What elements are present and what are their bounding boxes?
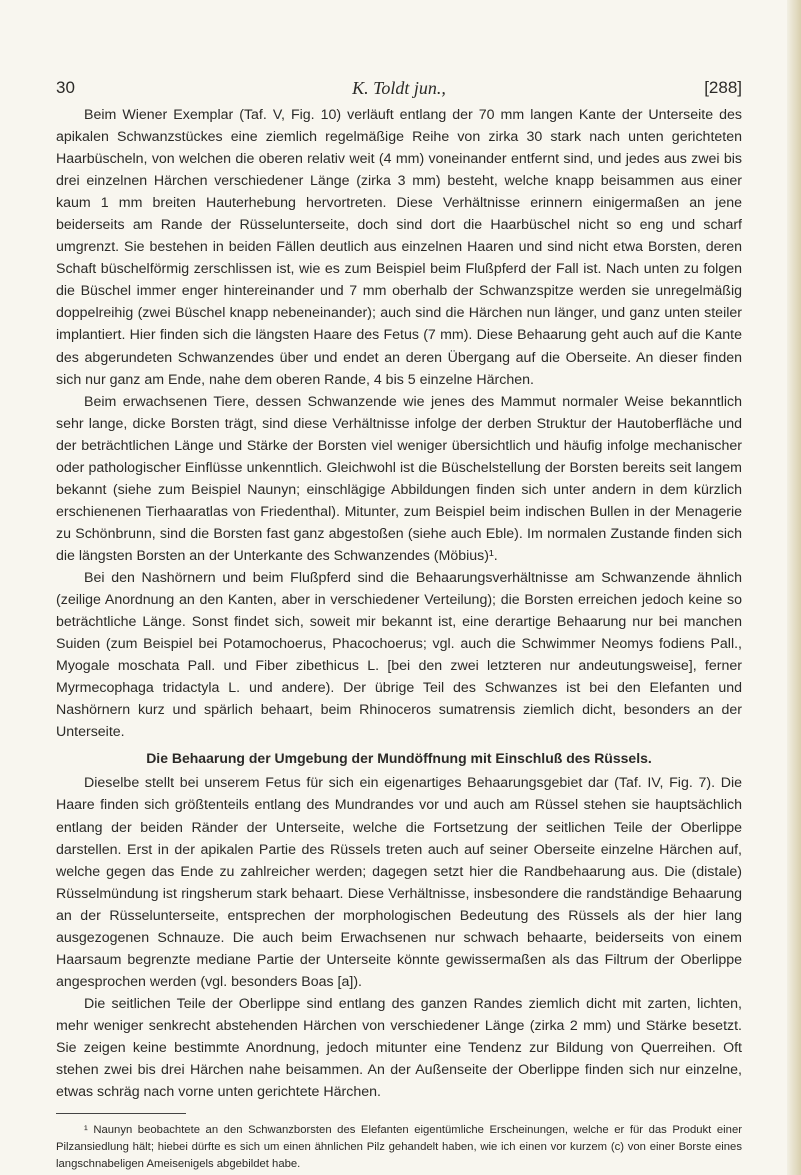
bracket-page-number: [288] bbox=[704, 78, 742, 97]
footnotes bbox=[56, 1122, 742, 1173]
page-edge bbox=[787, 0, 801, 1175]
running-head: K. Toldt jun., bbox=[352, 78, 446, 98]
paragraph: Beim erwachsenen Tiere, dessen Schwanzende wie jenes des Mammut normaler Weise bekanntlich sehr lange, dicke Borsten trägt, sind diese Verhältnisse infolge der derben Struktur der Hautoberfläche und der beträchtlichen Länge und Stärke der Borsten viel weniger übersichtlich und häufig infolge mechanischer oder pathologischer Einflüsse unkenntlich. Gleichwohl ist die Büschelstellung der Borsten bereits seit langem bekannt (siehe zum Beispiel Naunyn; einschlägige Abbildungen finden sich unter andern in dem kürzlich erschienenen Tierhaaratlas von Friedenthal). Mitunter, zum Beispiel beim indischen Bullen in der Menagerie zu Schönbrunn, sind die Borsten fast ganz abgestoßen (siehe auch Eble). Im normalen Zustande finden sich die längsten Borsten an der Unterkante des Schwanzendes (Möbius)¹. bbox=[56, 393, 742, 564]
paragraph: Die seitlichen Teile der Oberlippe sind entlang des ganzen Randes ziemlich dicht mit zarten, lichten, mehr weniger senkrecht abstehenden Härchen von verschiedener Länge (zirka 2 mm) und Stärke besetzt. Sie zeigen keine bestimmte Anordnung, jedoch mitunter eine Tendenz zur Bildung von Querreihen. Oft stehen zwei bis drei Härchen nahe beisammen. An der Außenseite der Oberlippe finden sich nur einzelne, etwas schräg nach vorne unten gerichtete Härchen. bbox=[56, 995, 742, 1101]
paragraph: Bei den Nashörnern und beim Flußpferd sind die Behaarungsverhältnisse am Schwanzende ähnlich (zeilige Anordnung an den Kanten, aber in verschiedener Verteilung); die Borsten erreichen jedoch keine so beträchtliche Länge. Sonst findet sich, soweit mir bekannt ist, eine derartige Behaarung nur bei manchen Suiden (zum Beispiel bei Potamochoerus, Phacochoerus; vgl. auch die Schwimmer Neomys fodiens Pall., Myogale moschata Pall. und Fiber zibethicus L. [bei den zwei letzteren nur andeutungsweise], ferner Myrmecophaga tridactyla L. und andere). Der übrige Teil des Schwanzes ist bei den Elefanten und Nashörnern kurz und spärlich behaart, beim Rhinoceros sumatrensis ziemlich dicht, besonders an der Unterseite. bbox=[56, 569, 742, 741]
page-body bbox=[56, 104, 742, 1173]
paragraph: Dieselbe stellt bei unserem Fetus für sich ein eigenartiges Behaarungsgebiet dar (Taf. IV, Fig. 7). Die Haare finden sich größtenteils entlang des Mundrandes vor und auch am Rüssel stehen sie hauptsächlich entlang der beiden Ränder der Unterseite, welche die Fortsetzung der seitlichen Teile der Oberlippe darstellen. Erst in der apikalen Partie des Rüssels treten auch auf seiner Oberseite einzelne Härchen auf, welche gegen das Ende zu zahlreicher werden; dagegen setzt hier die Randbehaarung aus. Die (distale) Rüsselmündung ist ringsherum stark behaart. Diese Verhältnisse, insbesondere die randständige Behaarung an der Rüsselunterseite, entsprechen der morphologischen Bedeutung des Rüssels als der hier lang ausgezogenen Schnauze. Die auch beim Erwachsenen nur schwach behaarte, beiderseits von einem Haarsaum begrenzte mediane Partie der Unterseite könnte gewissermaßen als das Filtrum der Oberlippe angesprochen werden (vgl. besonders Boas [a]). bbox=[56, 775, 742, 990]
page-header bbox=[56, 78, 742, 102]
page-number: 30 bbox=[56, 78, 75, 97]
footnote: ¹ Naunyn beobachtete an den Schwanzborsten des Elefanten eigentümliche Erscheinungen, welche er für das Produkt einer Pilzansiedlung hält; hiebei dürfte es sich um einen ähnlichen Pilz gehandelt haben, wie ich einen vor kurzem (c) von einer Borste eines langschnabeligen Ameisenigels abgebildet habe. bbox=[56, 1124, 742, 1171]
paragraph: Beim Wiener Exemplar (Taf. V, Fig. 10) verläuft entlang der 70 mm langen Kante der Unterseite des apikalen Schwanzstückes eine ziemlich regelmäßige Reihe von zirka 30 stark nach unten gerichteten Haarbüscheln, von welchen die oberen relativ weit (4 mm) voneinander entfernt sind, und jedes aus zwei bis drei einzelnen Härchen verschiedener Länge (zirka 3 mm) besteht, welche knapp beisammen aus einer kaum 1 mm breiten Hauterhebung hervortreten. Diese Verhältnisse erinnern einigermaßen an jene beiderseits am Rande der Rüsselunterseite, doch sind dort die Haarbüschel nicht so eng und scharf umgrenzt. Sie bestehen in beiden Fällen deutlich aus einzelnen Haaren und sind nicht etwa Borsten, deren Schaft büschelförmig zerschlissen ist, wie es zum Beispiel beim Flußpferd der Fall ist. Nach unten zu folgen die Büschel immer enger hintereinander und 7 mm oberhalb der Schwanzspitze werden sie unregelmäßig doppelreihig (zwei Büschel knapp nebeneinander); auch sind die Härchen nun länger, und ganz unten steiler implantiert. Hier finden sich die längsten Haare des Fetus (7 mm). Diese Behaarung geht auch auf die Kante des abgerundeten Schwanzendes über und endet an deren Übergang auf die Oberseite. An dieser finden sich nur ganz am Ende, nahe dem oberen Rande, 4 bis 5 einzelne Härchen. bbox=[56, 107, 742, 388]
section-heading: Die Behaarung der Umgebung der Mundöffnung mit Einschluß des Rüssels. bbox=[146, 750, 652, 767]
footnote-rule bbox=[56, 1113, 186, 1114]
